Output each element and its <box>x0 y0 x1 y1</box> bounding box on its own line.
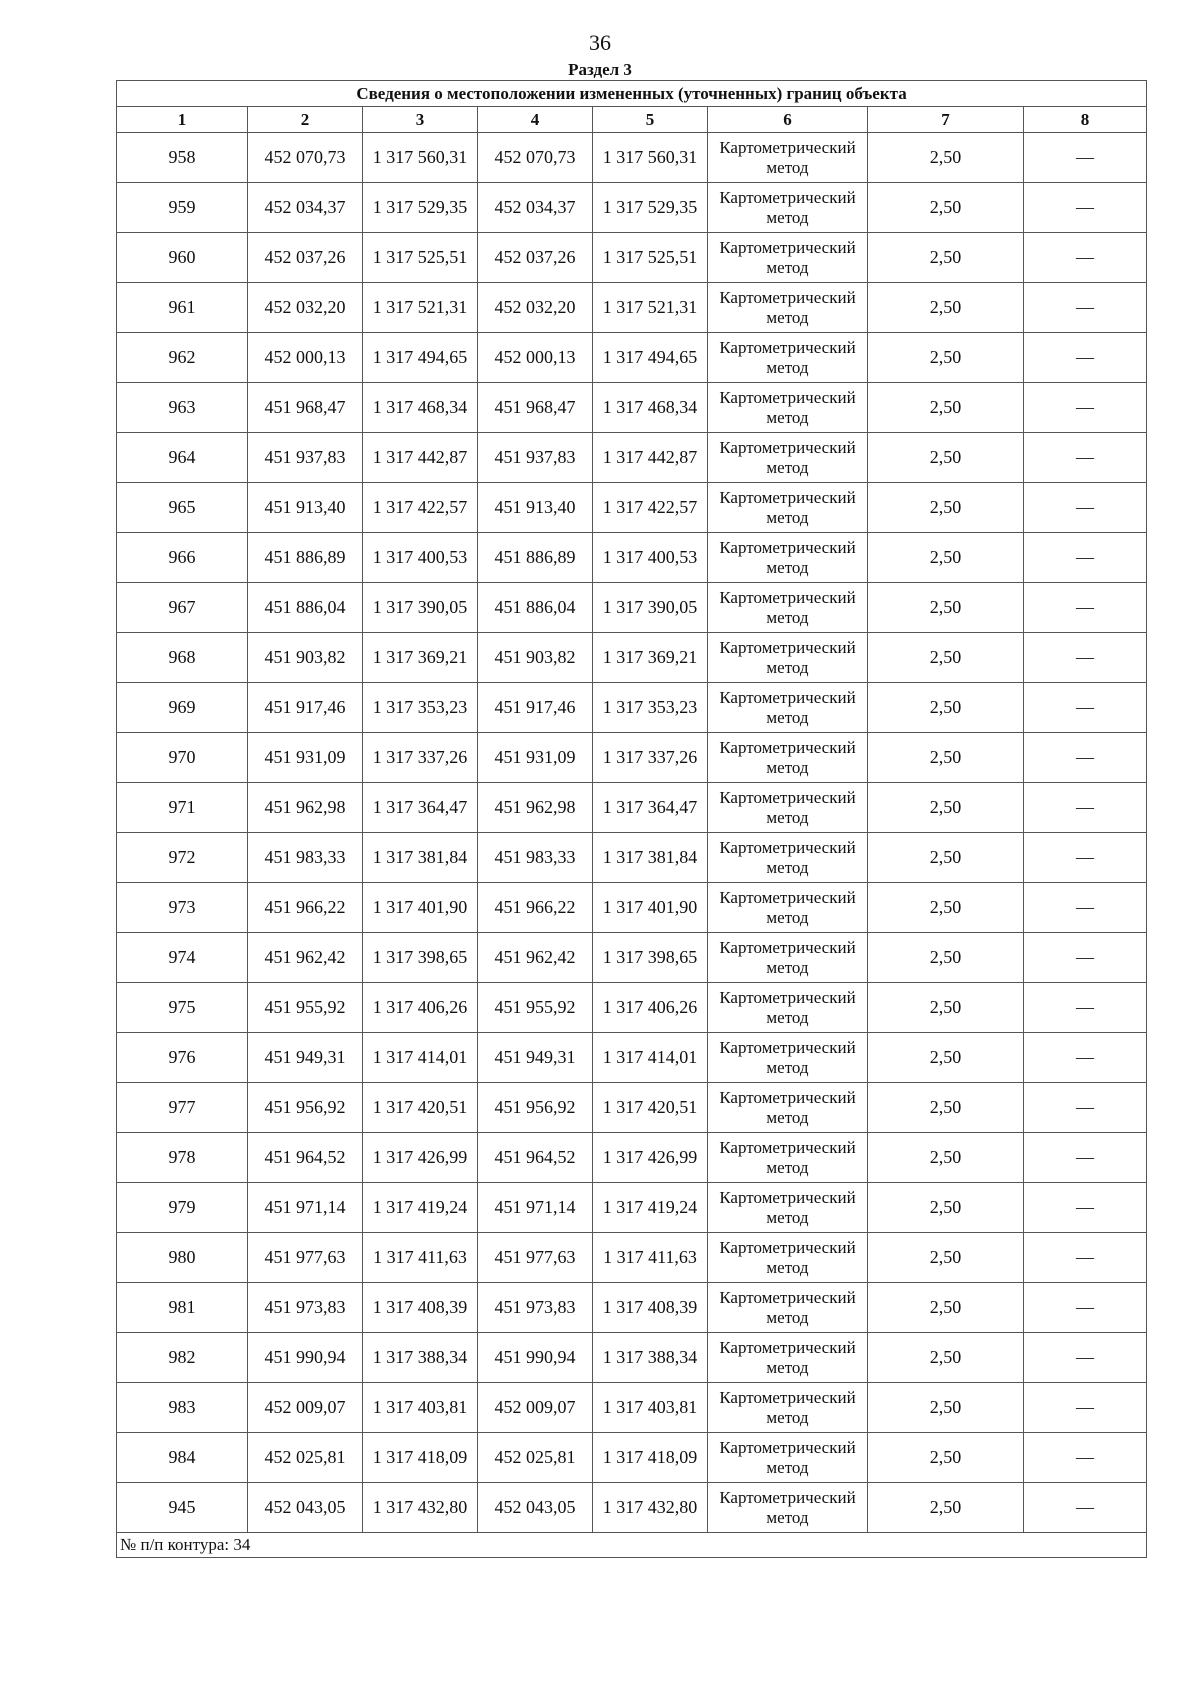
method-cell: Картометрический метод <box>708 733 868 783</box>
method-cell: Картометрический метод <box>708 283 868 333</box>
method-cell: Картометрический метод <box>708 133 868 183</box>
point-number-cell: 974 <box>117 933 248 983</box>
x-new-cell: 451 962,98 <box>478 783 593 833</box>
description-cell: — <box>1024 283 1147 333</box>
accuracy-cell: 2,50 <box>868 1133 1024 1183</box>
accuracy-cell: 2,50 <box>868 133 1024 183</box>
method-cell: Картометрический метод <box>708 233 868 283</box>
y-new-cell: 1 317 521,31 <box>593 283 708 333</box>
description-cell: — <box>1024 233 1147 283</box>
point-number-cell: 983 <box>117 1383 248 1433</box>
x-new-cell: 451 886,89 <box>478 533 593 583</box>
y-new-cell: 1 317 408,39 <box>593 1283 708 1333</box>
x-existing-cell: 452 043,05 <box>248 1483 363 1533</box>
point-number-cell: 964 <box>117 433 248 483</box>
table-body <box>117 133 1147 1533</box>
table-row <box>117 433 1147 483</box>
x-new-cell: 451 937,83 <box>478 433 593 483</box>
method-cell: Картометрический метод <box>708 683 868 733</box>
x-existing-cell: 451 886,89 <box>248 533 363 583</box>
contour-number: № п/п контура: 34 <box>117 1533 1147 1558</box>
table-row <box>117 733 1147 783</box>
method-cell: Картометрический метод <box>708 1033 868 1083</box>
x-new-cell: 452 032,20 <box>478 283 593 333</box>
description-cell: — <box>1024 1033 1147 1083</box>
x-new-cell: 451 913,40 <box>478 483 593 533</box>
column-header: 7 <box>868 107 1024 133</box>
table-caption: Сведения о местоположении измененных (уточненных) границ объекта <box>117 81 1147 107</box>
y-existing-cell: 1 317 403,81 <box>363 1383 478 1433</box>
boundary-coordinates-table <box>116 80 1147 1558</box>
y-existing-cell: 1 317 494,65 <box>363 333 478 383</box>
x-existing-cell: 452 025,81 <box>248 1433 363 1483</box>
description-cell: — <box>1024 433 1147 483</box>
point-number-cell: 965 <box>117 483 248 533</box>
description-cell: — <box>1024 883 1147 933</box>
y-new-cell: 1 317 529,35 <box>593 183 708 233</box>
table-row <box>117 1083 1147 1133</box>
method-cell: Картометрический метод <box>708 583 868 633</box>
y-existing-cell: 1 317 521,31 <box>363 283 478 333</box>
x-existing-cell: 451 990,94 <box>248 1333 363 1383</box>
description-cell: — <box>1024 1083 1147 1133</box>
y-existing-cell: 1 317 432,80 <box>363 1483 478 1533</box>
x-existing-cell: 451 913,40 <box>248 483 363 533</box>
point-number-cell: 981 <box>117 1283 248 1333</box>
description-cell: — <box>1024 633 1147 683</box>
x-existing-cell: 451 962,98 <box>248 783 363 833</box>
y-new-cell: 1 317 400,53 <box>593 533 708 583</box>
point-number-cell: 959 <box>117 183 248 233</box>
y-existing-cell: 1 317 442,87 <box>363 433 478 483</box>
x-new-cell: 451 990,94 <box>478 1333 593 1383</box>
point-number-cell: 945 <box>117 1483 248 1533</box>
description-cell: — <box>1024 1183 1147 1233</box>
y-existing-cell: 1 317 390,05 <box>363 583 478 633</box>
method-cell: Картометрический метод <box>708 1133 868 1183</box>
accuracy-cell: 2,50 <box>868 283 1024 333</box>
x-existing-cell: 452 070,73 <box>248 133 363 183</box>
column-header: 3 <box>363 107 478 133</box>
description-cell: — <box>1024 383 1147 433</box>
x-existing-cell: 452 034,37 <box>248 183 363 233</box>
method-cell: Картометрический метод <box>708 983 868 1033</box>
y-existing-cell: 1 317 369,21 <box>363 633 478 683</box>
accuracy-cell: 2,50 <box>868 1033 1024 1083</box>
table-row <box>117 783 1147 833</box>
accuracy-cell: 2,50 <box>868 933 1024 983</box>
point-number-cell: 970 <box>117 733 248 783</box>
x-existing-cell: 451 917,46 <box>248 683 363 733</box>
method-cell: Картометрический метод <box>708 183 868 233</box>
x-new-cell: 452 000,13 <box>478 333 593 383</box>
y-new-cell: 1 317 369,21 <box>593 633 708 683</box>
point-number-cell: 978 <box>117 1133 248 1183</box>
x-existing-cell: 452 009,07 <box>248 1383 363 1433</box>
x-existing-cell: 451 931,09 <box>248 733 363 783</box>
method-cell: Картометрический метод <box>708 1383 868 1433</box>
y-new-cell: 1 317 406,26 <box>593 983 708 1033</box>
description-cell: — <box>1024 1333 1147 1383</box>
y-existing-cell: 1 317 414,01 <box>363 1033 478 1083</box>
description-cell: — <box>1024 783 1147 833</box>
y-new-cell: 1 317 381,84 <box>593 833 708 883</box>
method-cell: Картометрический метод <box>708 1083 868 1133</box>
x-existing-cell: 451 964,52 <box>248 1133 363 1183</box>
table-row <box>117 633 1147 683</box>
table-row <box>117 1483 1147 1533</box>
y-new-cell: 1 317 398,65 <box>593 933 708 983</box>
y-existing-cell: 1 317 406,26 <box>363 983 478 1033</box>
column-number-row <box>117 107 1147 133</box>
method-cell: Картометрический метод <box>708 1283 868 1333</box>
table-row <box>117 233 1147 283</box>
x-new-cell: 451 966,22 <box>478 883 593 933</box>
x-new-cell: 451 931,09 <box>478 733 593 783</box>
x-existing-cell: 451 903,82 <box>248 633 363 683</box>
method-cell: Картометрический метод <box>708 933 868 983</box>
x-existing-cell: 451 949,31 <box>248 1033 363 1083</box>
column-header: 1 <box>117 107 248 133</box>
accuracy-cell: 2,50 <box>868 583 1024 633</box>
x-new-cell: 451 949,31 <box>478 1033 593 1083</box>
accuracy-cell: 2,50 <box>868 183 1024 233</box>
y-new-cell: 1 317 337,26 <box>593 733 708 783</box>
y-existing-cell: 1 317 411,63 <box>363 1233 478 1283</box>
y-existing-cell: 1 317 401,90 <box>363 883 478 933</box>
table-row <box>117 1183 1147 1233</box>
point-number-cell: 966 <box>117 533 248 583</box>
method-cell: Картометрический метод <box>708 783 868 833</box>
x-new-cell: 452 034,37 <box>478 183 593 233</box>
method-cell: Картометрический метод <box>708 1233 868 1283</box>
table-row <box>117 983 1147 1033</box>
description-cell: — <box>1024 733 1147 783</box>
accuracy-cell: 2,50 <box>868 783 1024 833</box>
x-new-cell: 451 956,92 <box>478 1083 593 1133</box>
description-cell: — <box>1024 683 1147 733</box>
table-row <box>117 1383 1147 1433</box>
x-new-cell: 452 070,73 <box>478 133 593 183</box>
table-row <box>117 283 1147 333</box>
x-existing-cell: 451 962,42 <box>248 933 363 983</box>
column-header: 2 <box>248 107 363 133</box>
point-number-cell: 969 <box>117 683 248 733</box>
accuracy-cell: 2,50 <box>868 433 1024 483</box>
method-cell: Картометрический метод <box>708 1433 868 1483</box>
method-cell: Картометрический метод <box>708 483 868 533</box>
y-new-cell: 1 317 411,63 <box>593 1233 708 1283</box>
y-existing-cell: 1 317 420,51 <box>363 1083 478 1133</box>
method-cell: Картометрический метод <box>708 1183 868 1233</box>
x-new-cell: 452 009,07 <box>478 1383 593 1433</box>
y-new-cell: 1 317 442,87 <box>593 433 708 483</box>
x-new-cell: 451 886,04 <box>478 583 593 633</box>
description-cell: — <box>1024 133 1147 183</box>
y-new-cell: 1 317 414,01 <box>593 1033 708 1083</box>
table-row <box>117 1333 1147 1383</box>
column-header: 6 <box>708 107 868 133</box>
y-existing-cell: 1 317 419,24 <box>363 1183 478 1233</box>
y-existing-cell: 1 317 560,31 <box>363 133 478 183</box>
x-existing-cell: 451 886,04 <box>248 583 363 633</box>
method-cell: Картометрический метод <box>708 1483 868 1533</box>
x-existing-cell: 451 977,63 <box>248 1233 363 1283</box>
method-cell: Картометрический метод <box>708 833 868 883</box>
table-row <box>117 1033 1147 1083</box>
y-new-cell: 1 317 419,24 <box>593 1183 708 1233</box>
x-existing-cell: 451 966,22 <box>248 883 363 933</box>
y-existing-cell: 1 317 398,65 <box>363 933 478 983</box>
x-new-cell: 451 917,46 <box>478 683 593 733</box>
point-number-cell: 961 <box>117 283 248 333</box>
accuracy-cell: 2,50 <box>868 533 1024 583</box>
x-new-cell: 452 043,05 <box>478 1483 593 1533</box>
y-new-cell: 1 317 422,57 <box>593 483 708 533</box>
description-cell: — <box>1024 933 1147 983</box>
point-number-cell: 968 <box>117 633 248 683</box>
point-number-cell: 958 <box>117 133 248 183</box>
description-cell: — <box>1024 183 1147 233</box>
y-existing-cell: 1 317 468,34 <box>363 383 478 433</box>
x-new-cell: 452 037,26 <box>478 233 593 283</box>
point-number-cell: 977 <box>117 1083 248 1133</box>
accuracy-cell: 2,50 <box>868 983 1024 1033</box>
y-existing-cell: 1 317 408,39 <box>363 1283 478 1333</box>
y-existing-cell: 1 317 525,51 <box>363 233 478 283</box>
accuracy-cell: 2,50 <box>868 1333 1024 1383</box>
table-row <box>117 833 1147 883</box>
x-new-cell: 451 983,33 <box>478 833 593 883</box>
y-new-cell: 1 317 390,05 <box>593 583 708 633</box>
description-cell: — <box>1024 583 1147 633</box>
accuracy-cell: 2,50 <box>868 633 1024 683</box>
accuracy-cell: 2,50 <box>868 1283 1024 1333</box>
y-existing-cell: 1 317 418,09 <box>363 1433 478 1483</box>
x-new-cell: 451 971,14 <box>478 1183 593 1233</box>
accuracy-cell: 2,50 <box>868 1383 1024 1433</box>
accuracy-cell: 2,50 <box>868 383 1024 433</box>
x-new-cell: 451 968,47 <box>478 383 593 433</box>
description-cell: — <box>1024 1233 1147 1283</box>
y-new-cell: 1 317 560,31 <box>593 133 708 183</box>
y-new-cell: 1 317 418,09 <box>593 1433 708 1483</box>
method-cell: Картометрический метод <box>708 533 868 583</box>
accuracy-cell: 2,50 <box>868 1433 1024 1483</box>
point-number-cell: 980 <box>117 1233 248 1283</box>
accuracy-cell: 2,50 <box>868 833 1024 883</box>
x-existing-cell: 452 032,20 <box>248 283 363 333</box>
description-cell: — <box>1024 333 1147 383</box>
point-number-cell: 979 <box>117 1183 248 1233</box>
y-new-cell: 1 317 432,80 <box>593 1483 708 1533</box>
point-number-cell: 975 <box>117 983 248 1033</box>
x-new-cell: 451 903,82 <box>478 633 593 683</box>
point-number-cell: 967 <box>117 583 248 633</box>
accuracy-cell: 2,50 <box>868 683 1024 733</box>
accuracy-cell: 2,50 <box>868 333 1024 383</box>
description-cell: — <box>1024 1483 1147 1533</box>
table-row <box>117 183 1147 233</box>
y-new-cell: 1 317 403,81 <box>593 1383 708 1433</box>
column-header: 8 <box>1024 107 1147 133</box>
y-new-cell: 1 317 494,65 <box>593 333 708 383</box>
accuracy-cell: 2,50 <box>868 1083 1024 1133</box>
point-number-cell: 976 <box>117 1033 248 1083</box>
description-cell: — <box>1024 1383 1147 1433</box>
y-new-cell: 1 317 401,90 <box>593 883 708 933</box>
y-new-cell: 1 317 525,51 <box>593 233 708 283</box>
x-new-cell: 451 955,92 <box>478 983 593 1033</box>
x-new-cell: 451 962,42 <box>478 933 593 983</box>
method-cell: Картометрический метод <box>708 383 868 433</box>
x-existing-cell: 452 037,26 <box>248 233 363 283</box>
point-number-cell: 973 <box>117 883 248 933</box>
method-cell: Картометрический метод <box>708 1333 868 1383</box>
x-new-cell: 451 964,52 <box>478 1133 593 1183</box>
x-existing-cell: 451 937,83 <box>248 433 363 483</box>
description-cell: — <box>1024 983 1147 1033</box>
x-existing-cell: 451 983,33 <box>248 833 363 883</box>
point-number-cell: 984 <box>117 1433 248 1483</box>
accuracy-cell: 2,50 <box>868 883 1024 933</box>
accuracy-cell: 2,50 <box>868 1233 1024 1283</box>
table-row <box>117 1433 1147 1483</box>
table-row <box>117 383 1147 433</box>
section-title: Раздел 3 <box>568 60 632 79</box>
accuracy-cell: 2,50 <box>868 733 1024 783</box>
x-existing-cell: 451 968,47 <box>248 383 363 433</box>
x-existing-cell: 451 955,92 <box>248 983 363 1033</box>
description-cell: — <box>1024 1283 1147 1333</box>
method-cell: Картометрический метод <box>708 333 868 383</box>
y-existing-cell: 1 317 426,99 <box>363 1133 478 1183</box>
y-existing-cell: 1 317 381,84 <box>363 833 478 883</box>
description-cell: — <box>1024 1433 1147 1483</box>
y-new-cell: 1 317 353,23 <box>593 683 708 733</box>
x-existing-cell: 452 000,13 <box>248 333 363 383</box>
table-row <box>117 683 1147 733</box>
description-cell: — <box>1024 533 1147 583</box>
x-new-cell: 452 025,81 <box>478 1433 593 1483</box>
table-row <box>117 1283 1147 1333</box>
point-number-cell: 972 <box>117 833 248 883</box>
table-row <box>117 133 1147 183</box>
y-new-cell: 1 317 420,51 <box>593 1083 708 1133</box>
y-existing-cell: 1 317 529,35 <box>363 183 478 233</box>
x-existing-cell: 451 956,92 <box>248 1083 363 1133</box>
description-cell: — <box>1024 833 1147 883</box>
y-existing-cell: 1 317 388,34 <box>363 1333 478 1383</box>
point-number-cell: 960 <box>117 233 248 283</box>
table-row <box>117 583 1147 633</box>
y-existing-cell: 1 317 353,23 <box>363 683 478 733</box>
column-header: 4 <box>478 107 593 133</box>
y-existing-cell: 1 317 422,57 <box>363 483 478 533</box>
method-cell: Картометрический метод <box>708 883 868 933</box>
y-new-cell: 1 317 364,47 <box>593 783 708 833</box>
method-cell: Картометрический метод <box>708 633 868 683</box>
point-number-cell: 962 <box>117 333 248 383</box>
accuracy-cell: 2,50 <box>868 483 1024 533</box>
y-new-cell: 1 317 468,34 <box>593 383 708 433</box>
y-existing-cell: 1 317 400,53 <box>363 533 478 583</box>
table-row <box>117 333 1147 383</box>
point-number-cell: 982 <box>117 1333 248 1383</box>
accuracy-cell: 2,50 <box>868 1183 1024 1233</box>
x-new-cell: 451 977,63 <box>478 1233 593 1283</box>
accuracy-cell: 2,50 <box>868 233 1024 283</box>
table-row <box>117 1233 1147 1283</box>
point-number-cell: 971 <box>117 783 248 833</box>
table-row <box>117 533 1147 583</box>
description-cell: — <box>1024 483 1147 533</box>
x-existing-cell: 451 971,14 <box>248 1183 363 1233</box>
y-new-cell: 1 317 426,99 <box>593 1133 708 1183</box>
table-row <box>117 1133 1147 1183</box>
y-existing-cell: 1 317 364,47 <box>363 783 478 833</box>
table-row <box>117 883 1147 933</box>
table-row <box>117 933 1147 983</box>
description-cell: — <box>1024 1133 1147 1183</box>
table-row <box>117 483 1147 533</box>
y-existing-cell: 1 317 337,26 <box>363 733 478 783</box>
method-cell: Картометрический метод <box>708 433 868 483</box>
x-new-cell: 451 973,83 <box>478 1283 593 1333</box>
x-existing-cell: 451 973,83 <box>248 1283 363 1333</box>
point-number-cell: 963 <box>117 383 248 433</box>
column-header: 5 <box>593 107 708 133</box>
page-number: 36 <box>589 30 611 55</box>
y-new-cell: 1 317 388,34 <box>593 1333 708 1383</box>
accuracy-cell: 2,50 <box>868 1483 1024 1533</box>
